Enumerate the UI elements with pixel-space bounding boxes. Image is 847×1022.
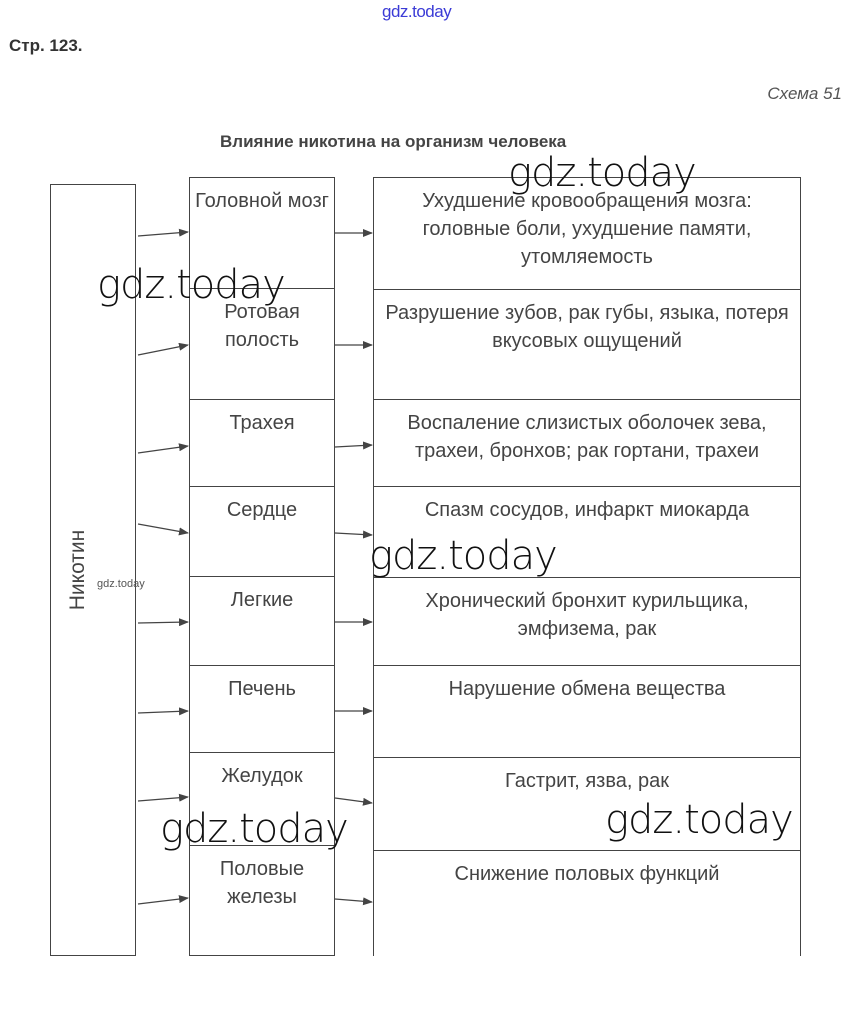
arrow-nicotine-trachea: [138, 446, 188, 453]
watermark-small: gdz.today: [97, 578, 145, 590]
organ-label: Легкие: [230, 589, 294, 611]
organ-label: Половые железы: [219, 858, 305, 908]
organ-label: Ротовая полость: [224, 301, 300, 351]
arrow-nicotine-liver: [138, 711, 188, 713]
arrow-nicotine-gonads: [138, 898, 188, 904]
arrow-nicotine-heart: [138, 524, 188, 533]
nicotine-label: Никотин: [66, 529, 89, 611]
effect-label: Воспаление слизистых оболочек зева, трахеи, бронхов; рак гортани, трахеи: [407, 412, 767, 462]
organ-label: Печень: [228, 678, 296, 700]
effect-label: Гастрит, язва, рак: [505, 770, 669, 792]
organ-label: Головной мозг: [195, 190, 329, 212]
watermark-3: gdz.today: [369, 533, 557, 579]
effect-label: Снижение половых функций: [454, 863, 720, 885]
scheme-number: Схема 51: [767, 84, 842, 103]
diagram-title: Влияние никотина на организм человека: [220, 132, 567, 151]
arrow-stomach-effect: [335, 798, 372, 803]
watermark-4: gdz.today: [160, 806, 348, 852]
watermark-1: gdz.today: [508, 150, 696, 196]
arrow-nicotine-stomach: [138, 797, 188, 801]
effect-label: Ухудшение кровообращения мозга: головные боли, ухудшение памяти, утомляемость: [422, 190, 752, 268]
effect-label: Разрушение зубов, рак губы, языка, потеря вкусовых ощущений: [385, 302, 789, 352]
watermark-top: gdz.today: [382, 2, 452, 21]
arrow-gonads-effect: [335, 899, 372, 902]
arrow-trachea-effect: [335, 445, 372, 447]
page-reference: Стр. 123.: [9, 36, 83, 55]
watermark-2: gdz.today: [97, 262, 285, 308]
arrow-heart-effect: [335, 533, 372, 535]
organ-label: Трахея: [229, 412, 295, 434]
effect-label: Хронический бронхит курильщика, эмфизема, рак: [425, 590, 749, 640]
organ-label: Сердце: [226, 499, 298, 521]
effect-label: Спазм сосудов, инфаркт миокарда: [424, 499, 750, 521]
effect-label: Нарушение обмена вещества: [448, 678, 726, 700]
watermark-5: gdz.today: [605, 797, 793, 843]
arrow-nicotine-brain: [138, 232, 188, 236]
organ-label: Желудок: [221, 765, 303, 787]
arrow-nicotine-lungs: [138, 622, 188, 623]
arrow-nicotine-mouth: [138, 345, 188, 355]
